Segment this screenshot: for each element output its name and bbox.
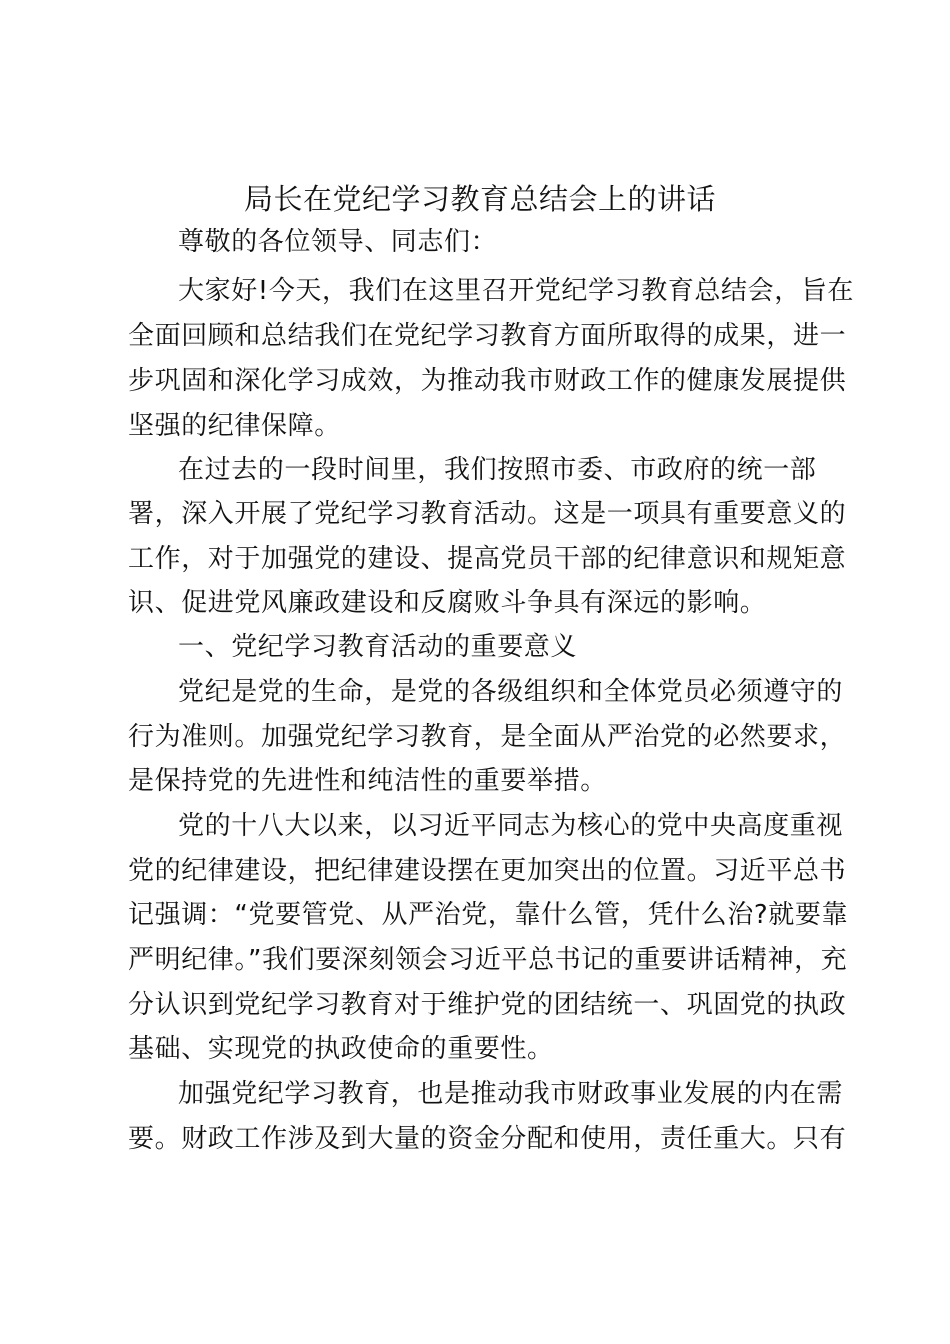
paragraph-line: 是保持党的先进性和纯洁性的重要举措。 [128, 766, 607, 796]
paragraph-line: 严明纪律。”我们要深刻领会习近平总书记的重要讲话精神，充 [128, 945, 848, 975]
paragraph-line: 基础、实现党的执政使命的重要性。 [128, 1034, 554, 1064]
paragraph-line: 党的十八大以来，以习近平同志为核心的党中央高度重视 [178, 811, 844, 841]
paragraph-line: 步巩固和深化学习成效，为推动我市财政工作的健康发展提供 [128, 366, 847, 396]
paragraph-line: 全面回顾和总结我们在党纪学习教育方面所取得的成果，进一 [128, 321, 847, 351]
paragraph-line: 署，深入开展了党纪学习教育活动。这是一项具有重要意义的 [128, 499, 847, 529]
paragraph-line: 大家好!今天，我们在这里召开党纪学习教育总结会，旨在 [178, 276, 855, 306]
paragraph-line: 加强党纪学习教育，也是推动我市财政事业发展的内在需 [178, 1079, 844, 1109]
paragraph-line: 行为准则。加强党纪学习教育，是全面从严治党的必然要求， [128, 722, 847, 752]
paragraph-line: 识、促进党风廉政建设和反腐败斗争具有深远的影响。 [128, 588, 767, 618]
document-title: 局长在党纪学习教育总结会上的讲话 [243, 182, 716, 216]
paragraph-line: 工作，对于加强党的建设、提高党员干部的纪律意识和规矩意 [128, 544, 847, 574]
section-heading: 一、党纪学习教育活动的重要意义 [178, 632, 578, 662]
paragraph-line: 要。财政工作涉及到大量的资金分配和使用，责任重大。只有 [128, 1124, 847, 1154]
paragraph-line: 党的纪律建设，把纪律建设摆在更加突出的位置。习近平总书 [128, 856, 847, 886]
paragraph-line: 坚强的纪律保障。 [128, 411, 341, 441]
paragraph-line: 在过去的一段时间里，我们按照市委、市政府的统一部 [178, 455, 817, 485]
paragraph-line: 记强调：“党要管党、从严治党，靠什么管，凭什么治?就要靠 [128, 900, 849, 930]
paragraph-line: 党纪是党的生命，是党的各级组织和全体党员必须遵守的 [178, 677, 844, 707]
paragraph-line: 分认识到党纪学习教育对于维护党的团结统一、巩固党的执政 [128, 990, 847, 1020]
salutation-line: 尊敬的各位领导、同志们： [178, 227, 498, 257]
